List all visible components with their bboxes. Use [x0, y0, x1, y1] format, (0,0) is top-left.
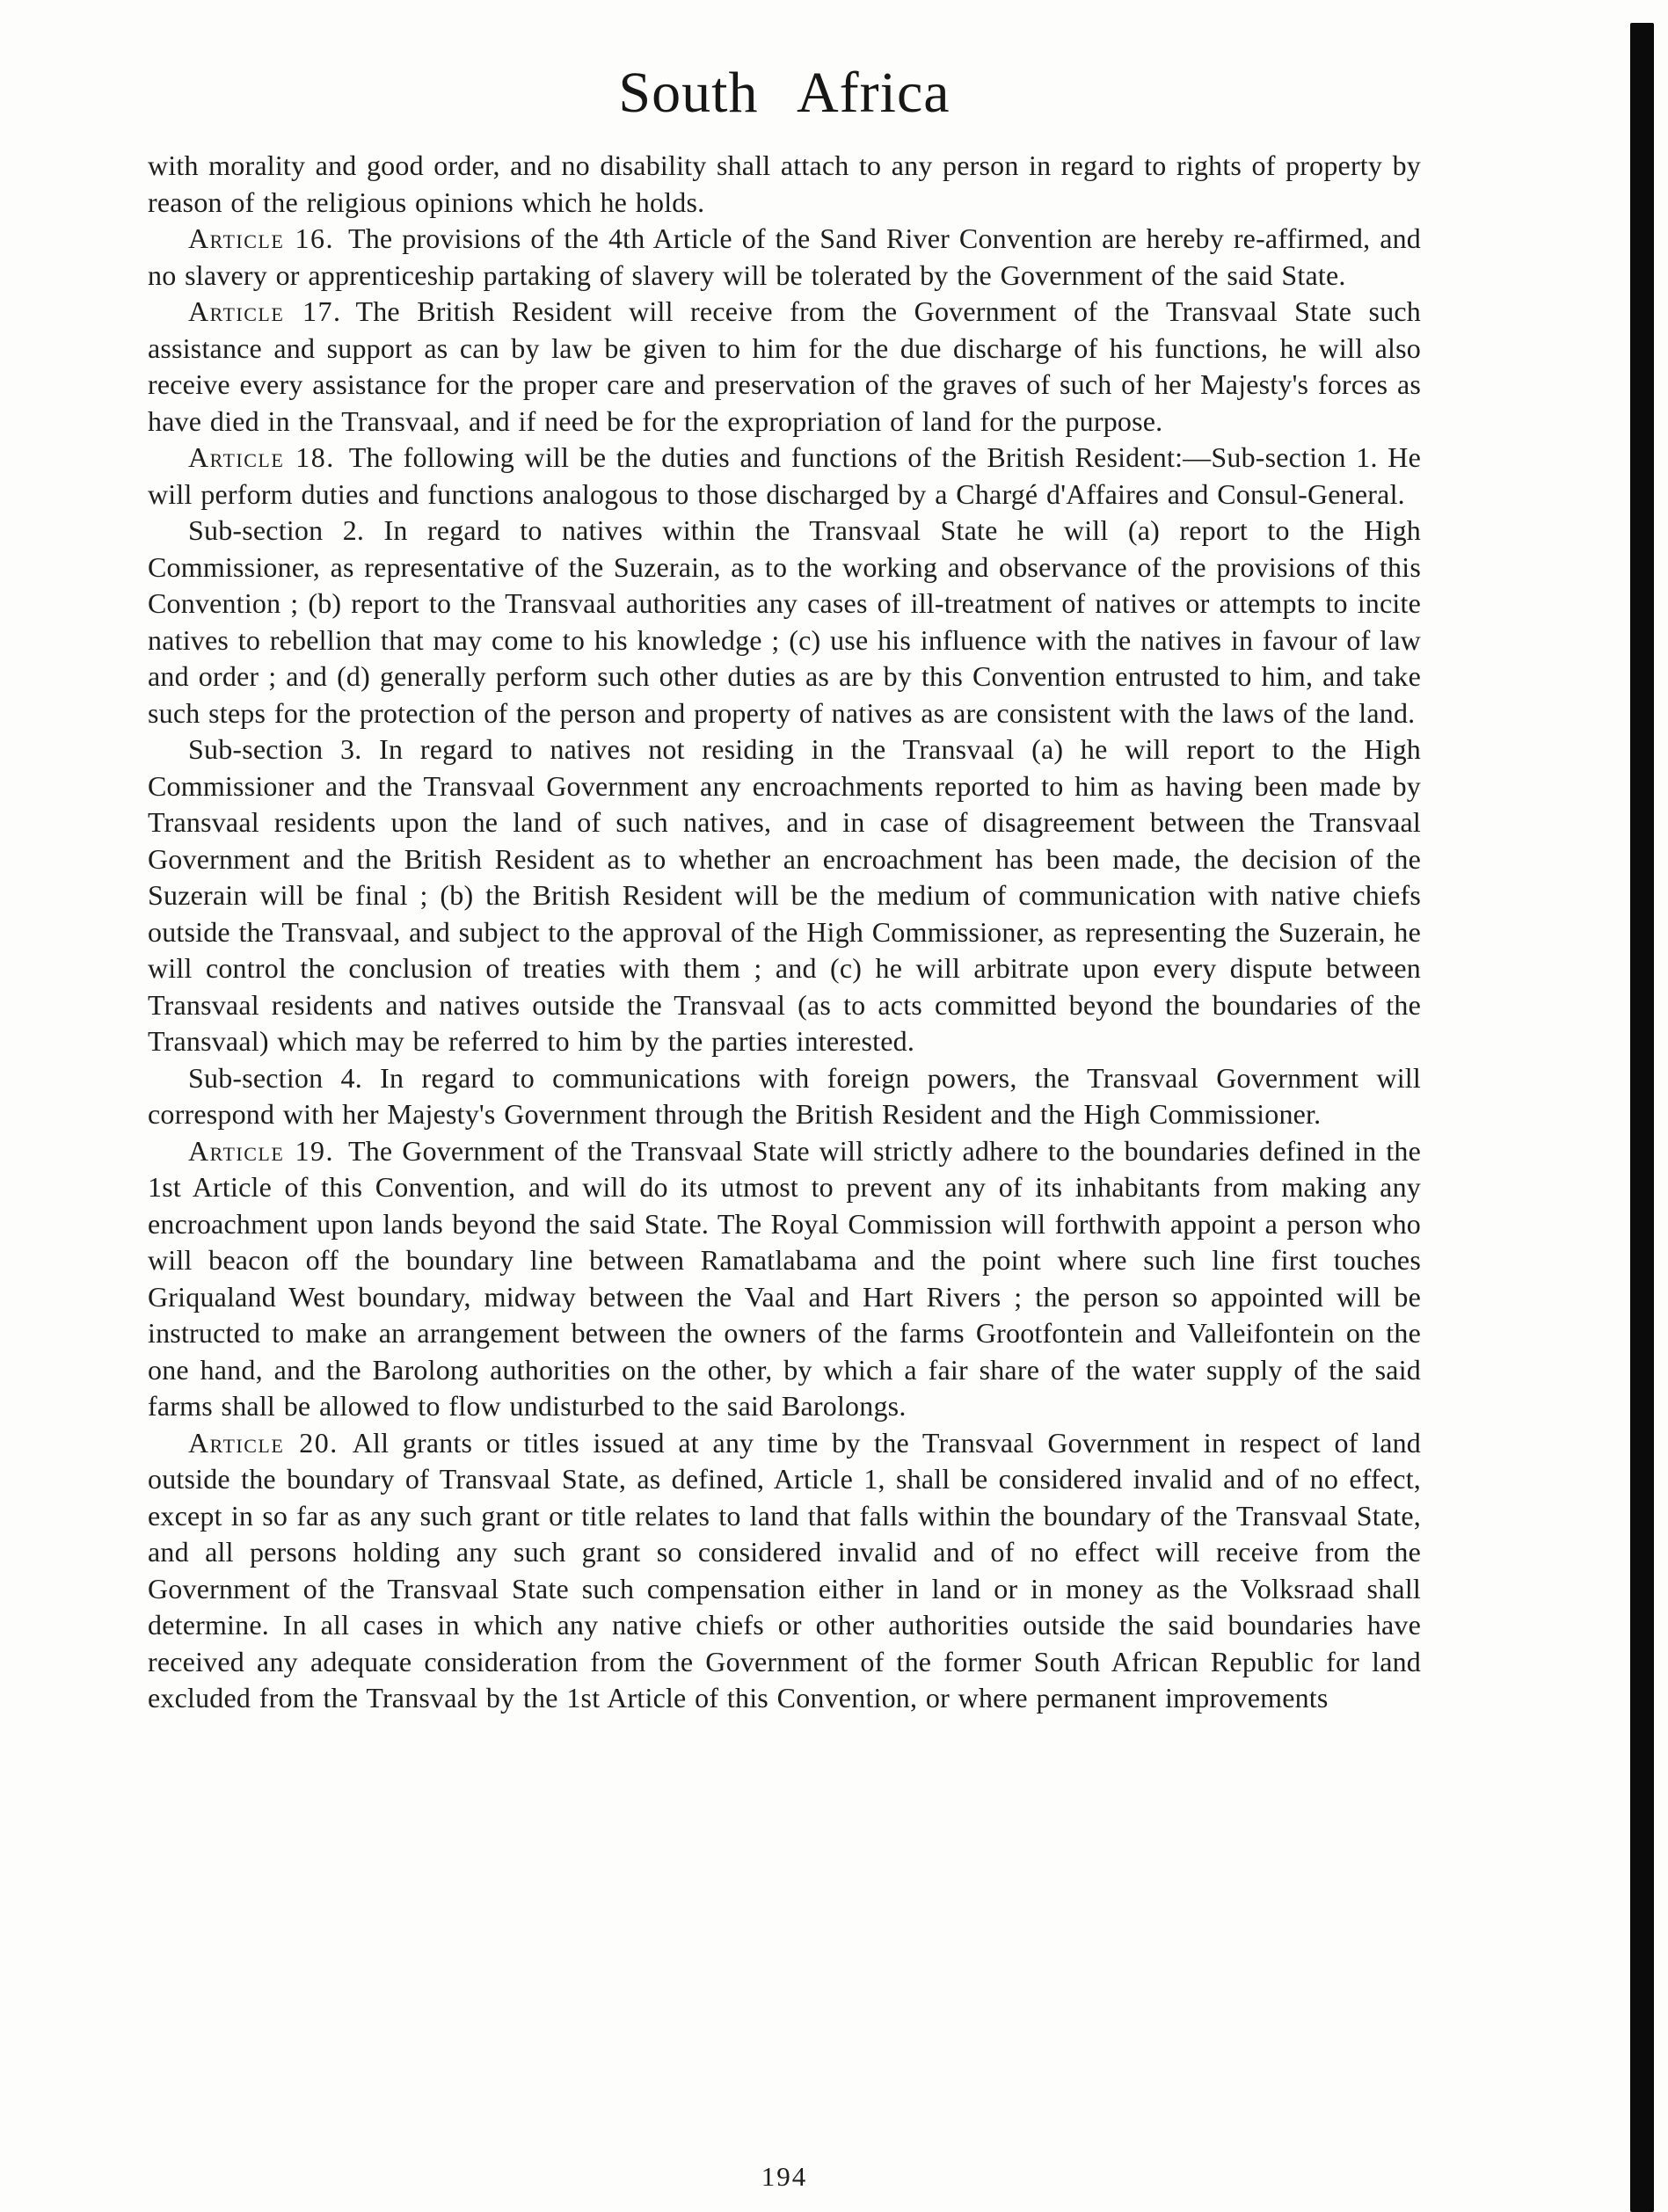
paragraph-text: The Government of the Transvaal State will strictly adhere to the boundaries defined in the 1st Article of this Convention, and will do its utmost to prevent any of its inhabitants from making any encroachment upon lands beyond the said State. The Royal Commission will forthwith appoint a person who will beacon off the boundary line between Ramatlabama and the point where such line first touches Griqualand West boundary, midway between the Vaal and Hart Rivers ; the person so appointed will be instructed to make an arrangement between the owners of the farms Grootfontein and Valleifontein on the one hand, and the Barolong authorities on the other, by which a fair share of the water supply of the said farms shall be allowed to flow undisturbed to the said Barolongs. — [148, 1134, 1422, 1422]
paragraph-article-19 — [148, 1133, 1421, 1425]
paragraph-subsection-3 — [148, 731, 1421, 1060]
paragraph-text: Sub-section 4. In regard to communications with foreign powers, the Transvaal Government will correspond with her Majesty's Government through the British Resident and the High Commissioner. — [148, 1061, 1421, 1130]
paragraph-text: Sub-section 3. In regard to natives not residing in the Transvaal (a) he will report to the High Commissioner and the Transvaal Government any encroachments reported to him as having been made by Transvaal residents upon the land of such natives, and in case of disagreement between the Transvaal Government and the British Resident as to whether an encroachment has been made, the decision of the Suzerain will be final ; (b) the British Resident will be the medium of communication with native chiefs outside the Transvaal, and subject to the approval of the High Commissioner, as representing the Suzerain, he will control the conclusion of treaties with them ; and (c) he will arbitrate upon every dispute between Transvaal residents and natives outside the Transvaal (as to acts committed beyond the boundaries of the Transvaal) which may be referred to him by the parties interested. — [148, 733, 1421, 1057]
paragraph-continuation — [148, 148, 1421, 221]
paragraph-text: with morality and good order, and no disability shall attach to any person in regard to rights of property by reason of the religious opinions which he holds. — [148, 149, 1421, 218]
article-16-label: Article 16. — [188, 222, 334, 254]
paragraph-text: The British Resident will receive from the Government of the Transvaal State such assistance and support as can by law be given to him for the due discharge of his functions, he will also receive every assistance for the proper care and preservation of the graves of such of her Majesty's forces as have died in the Transvaal, and if need be for the expropriation of land for the purpose. — [148, 295, 1421, 437]
paragraph-article-20 — [148, 1425, 1421, 1717]
paragraph-text: The provisions of the 4th Article of the Sand River Convention are hereby re-affirmed, and no slavery or apprenticeship partaking of slavery will be tolerated by the Government of the said State. — [148, 222, 1421, 291]
paragraph-text: Sub-section 2. In regard to natives within the Transvaal State he will (a) report to the High Commissioner, as representative of the Suzerain, as to the working and observance of the provisions of this Convention ; (b) report to the Transvaal authorities any cases of ill-treatment of natives or attempts to incite natives to rebellion that may come to his knowledge ; (c) use his influence with the natives in favour of law and order ; and (d) generally perform such other duties as are by this Convention entrusted to him, and take such steps for the protection of the person and property of natives as are consistent with the laws of the land. — [148, 514, 1421, 729]
paragraph-text: All grants or titles issued at any time by the Transvaal Government in respect of land outside the boundary of Transvaal State, as defined, Article 1, shall be considered invalid and of no effect, except in so far as any such grant or title relates to land that falls within the boundary of the Transvaal State, and all persons holding any such grant so considered invalid and of no effect will receive from the Government of the Transvaal State such compensation either in land or in money as the Volksraad shall determine. In all cases in which any native chiefs or other authorities outside the said boundaries have received any adequate consideration from the Government of the former South African Republic for land excluded from the Transvaal by the 1st Article of this Convention, or where permanent improvements — [148, 1426, 1422, 1714]
paragraph-text: The following will be the duties and functions of the British Resident:—Sub-section 1. He will perform duties and functions analogous to those discharged by a Chargé d'Affaires and Consul-General. — [148, 441, 1421, 510]
article-18-label: Article 18. — [188, 441, 335, 473]
paragraph-article-16 — [148, 221, 1421, 294]
paragraph-article-17 — [148, 294, 1421, 440]
article-17-label: Article 17. — [188, 295, 342, 327]
article-20-label: Article 20. — [188, 1426, 339, 1459]
page-title: South Africa — [618, 61, 951, 125]
scan-binding-bar — [1630, 23, 1654, 2212]
paragraph-article-18 — [148, 440, 1421, 513]
paragraph-subsection-2 — [148, 513, 1421, 731]
article-19-label: Article 19. — [188, 1134, 334, 1167]
page-number: 194 — [761, 2161, 808, 2192]
paragraph-subsection-4 — [148, 1060, 1421, 1133]
page-body — [148, 148, 1421, 1717]
